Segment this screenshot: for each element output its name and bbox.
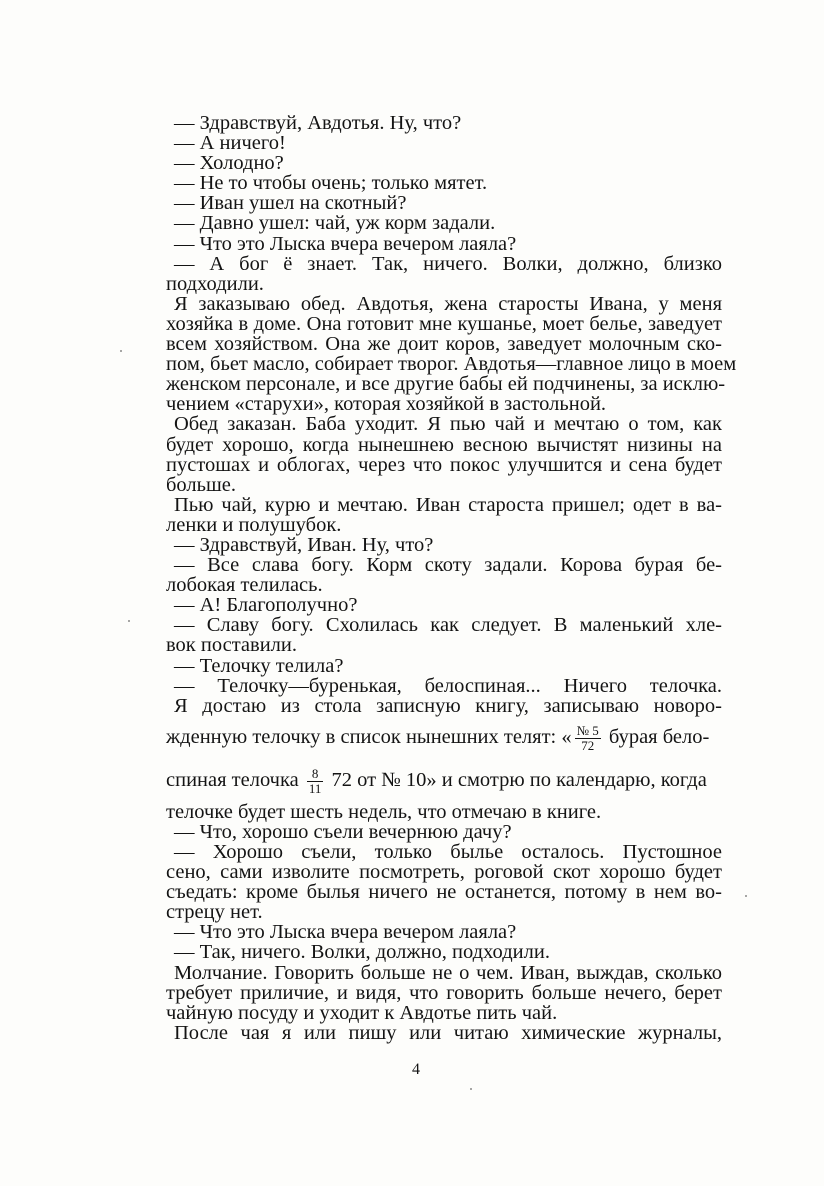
text-line: ленки и полушубок. [166,513,342,536]
fraction-denominator: 72 [581,737,595,753]
dialogue-line: — Здравствуй, Иван. Ну, что? [174,533,434,556]
text-line: чайную посуду и уходит к Авдотье пить чай. [166,1001,558,1024]
text-line: пом, бьет масло, собирает творог. Авдотья—главное лицо в моем [166,353,737,376]
dialogue-line: — А ничего! [174,132,286,155]
paragraph-start: Обед заказан. Баба уходит. Я пью чай и мечтаю о том, как [174,413,722,436]
fraction-denominator: 11 [308,780,322,796]
dialogue-line: — Телочку телила? [174,654,344,677]
dialogue-line: — Что это Лыска вчера вечером лаяла? [174,921,517,944]
dialogue-line: — Иван ушел на скотный? [174,192,407,215]
text-line: больше. [166,473,236,496]
text-line: чением «старухи», которая хозяйкой в застольной. [166,393,607,416]
fraction-text-after: 72 от № 10» и смотрю по календарю, когда [326,768,707,791]
text-line: будет хорошо, когда нынешнею весною вычистят низины на [166,433,722,456]
dialogue-line: — Хорошо съели, только былье осталось. Пустошное [174,841,722,863]
text-line: лобокая телилась. [166,574,323,597]
dialogue-line: — Что, хорошо съели вечернюю дачу? [174,820,512,843]
fraction-text-before: спиная телочка [166,768,304,791]
dialogue-line: — Не то чтобы очень; только мятет. [174,172,488,195]
text-line: съедать: кроме былья ничего не останется, потому в нем во- [166,881,722,904]
scan-speck [745,895,747,897]
dialogue-line: — Холодно? [174,152,284,175]
body-text [166,112,737,1044]
fraction [575,724,601,753]
dialogue-line: — Что это Лыска вчера вечером лаяла? [174,232,517,255]
scan-speck [120,350,122,352]
fraction-numerator: № 5 [576,722,599,738]
scan-speck [128,620,130,622]
text-line: пустошах и облогах, через что покос улучшится и сена будет [166,453,722,476]
dialogue-line: — Так, ничего. Волки, должно, подходили. [174,941,550,964]
page-number: 4 [412,1061,420,1078]
text-line: подходили. [166,272,264,295]
fraction-text-after: бурая бело- [603,725,710,748]
fraction-text-before: жденную телочку в список нынешних телят: « [166,725,572,748]
dialogue-line: — Здравствуй, Авдотья. Ну, что? [174,112,462,134]
text-line: сено, сами изволите посмотреть, роговой скот хорошо будет [166,861,722,884]
paragraph-start: Пью чай, курю и мечтаю. Иван староста пришел; одет в ва- [174,493,722,516]
scan-speck [470,1088,472,1090]
fraction-line [166,716,722,759]
fraction-numerator: 8 [307,767,324,782]
dialogue-line: — А! Благополучно? [174,594,358,617]
dialogue-line: — А бог ё знает. Так, ничего. Волки, должно, близко [174,252,722,275]
paragraph-start: Я достаю из стола записную книгу, записываю новоро- [174,694,722,717]
paragraph-start: После чая я или пишу или читаю химические журналы, [174,1021,722,1044]
text-line: вок поставили. [166,634,297,657]
dialogue-line: — Давно ушел: чай, уж корм задали. [174,212,496,235]
dialogue-line: — Все слава богу. Корм скоту задали. Корова бурая бе- [174,554,722,577]
text-line: стрецу нет. [166,901,263,924]
dialogue-line: — Славу богу. Схолилась как следует. В маленький хле- [174,614,722,637]
text-line: всем хозяйством. Она же доит коров, заведует молочным ско- [166,333,722,356]
fraction [307,767,324,796]
fraction-line [166,759,722,802]
text-line: требует приличие, и видя, что говорить больше нечего, берет [166,981,722,1004]
paragraph-start: Молчание. Говорить больше не о чем. Иван, выждав, сколько [174,961,722,984]
text-line: хозяйка в доме. Она готовит мне кушанье, моет белье, заведует [166,312,722,335]
dialogue-line: — Телочку—буренькая, белоспиная... Ничего телочка. [174,674,722,697]
text-line: телочке будет шесть недель, что отмечаю в книге. [166,800,602,823]
paragraph-start: Я заказываю обед. Авдотья, жена старосты Ивана, у меня [174,292,722,315]
text-line: женском персонале, и все другие бабы ей подчинены, за исклю- [166,373,726,396]
